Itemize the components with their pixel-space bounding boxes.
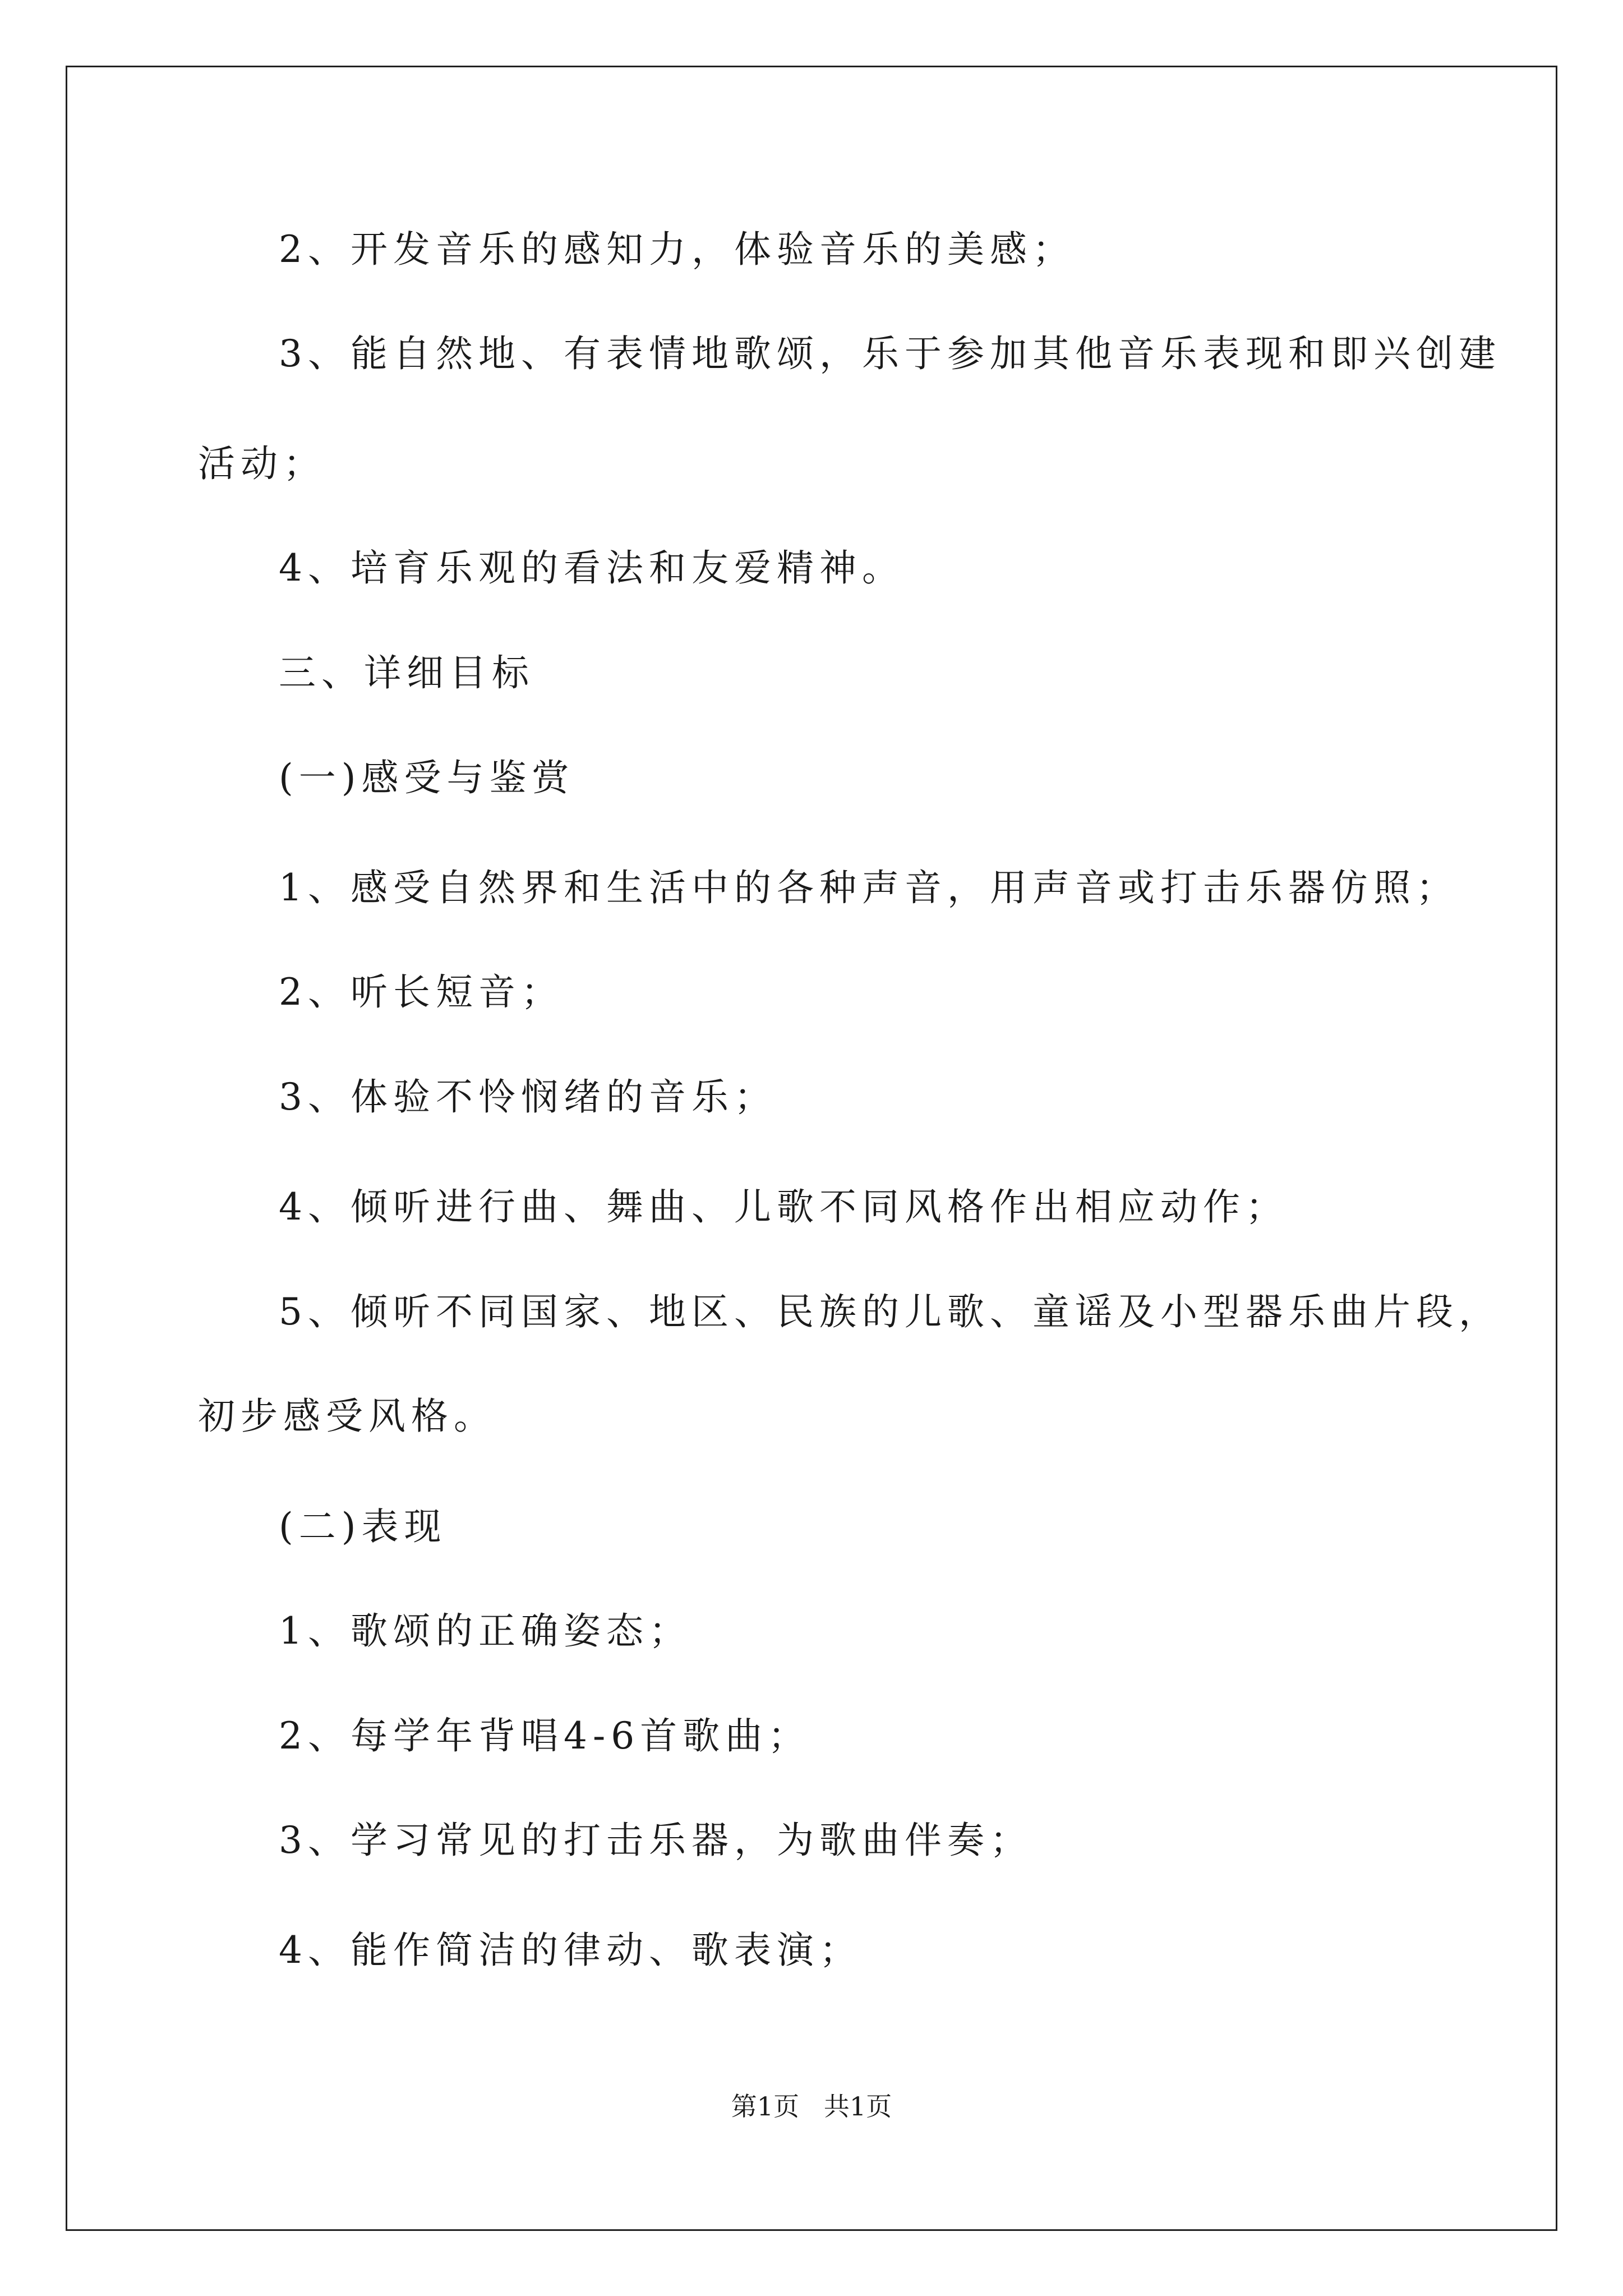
subsection-heading: (二)表现 [279,1505,447,1548]
paragraph-line: 1、感受自然界和生活中的各种声音，用声音或打击乐器仿照； [279,866,1459,909]
paragraph-line: 4、培育乐观的看法和友爱精神。 [279,546,905,590]
paragraph-line: 3、学习常见的打击乐器，为歌曲伴奏； [279,1819,1032,1862]
page-number-footer: 第1页 共1页 [731,2091,892,2122]
paragraph-line: 5、倾听不同国家、地区、民族的儿歌、童谣及小型器乐曲片段， [279,1290,1501,1333]
paragraph-line: 1、歌颂的正确姿态； [279,1609,691,1653]
paragraph-line: 初步感受风格。 [198,1395,496,1438]
subsection-heading: (一)感受与鉴赏 [279,756,575,799]
paragraph-line: 4、倾听进行曲、舞曲、儿歌不同风格作出相应动作； [279,1185,1288,1228]
paragraph-line: 活动； [198,442,326,485]
paragraph-line: 4、能作简洁的律动、歌表演； [279,1929,862,1972]
page-border [66,66,1557,2231]
paragraph-line: 3、能自然地、有表情地歌颂，乐于参加其他音乐表现和即兴创建 [279,332,1501,375]
paragraph-line: 2、听长短音； [279,970,564,1014]
paragraph-line: 3、体验不怜悯绪的音乐； [279,1075,777,1119]
section-heading: 三、详细目标 [279,651,534,694]
paragraph-line: 2、每学年背唱4-6首歌曲； [279,1714,811,1757]
paragraph-line: 2、开发音乐的感知力，体验音乐的美感； [279,228,1075,271]
